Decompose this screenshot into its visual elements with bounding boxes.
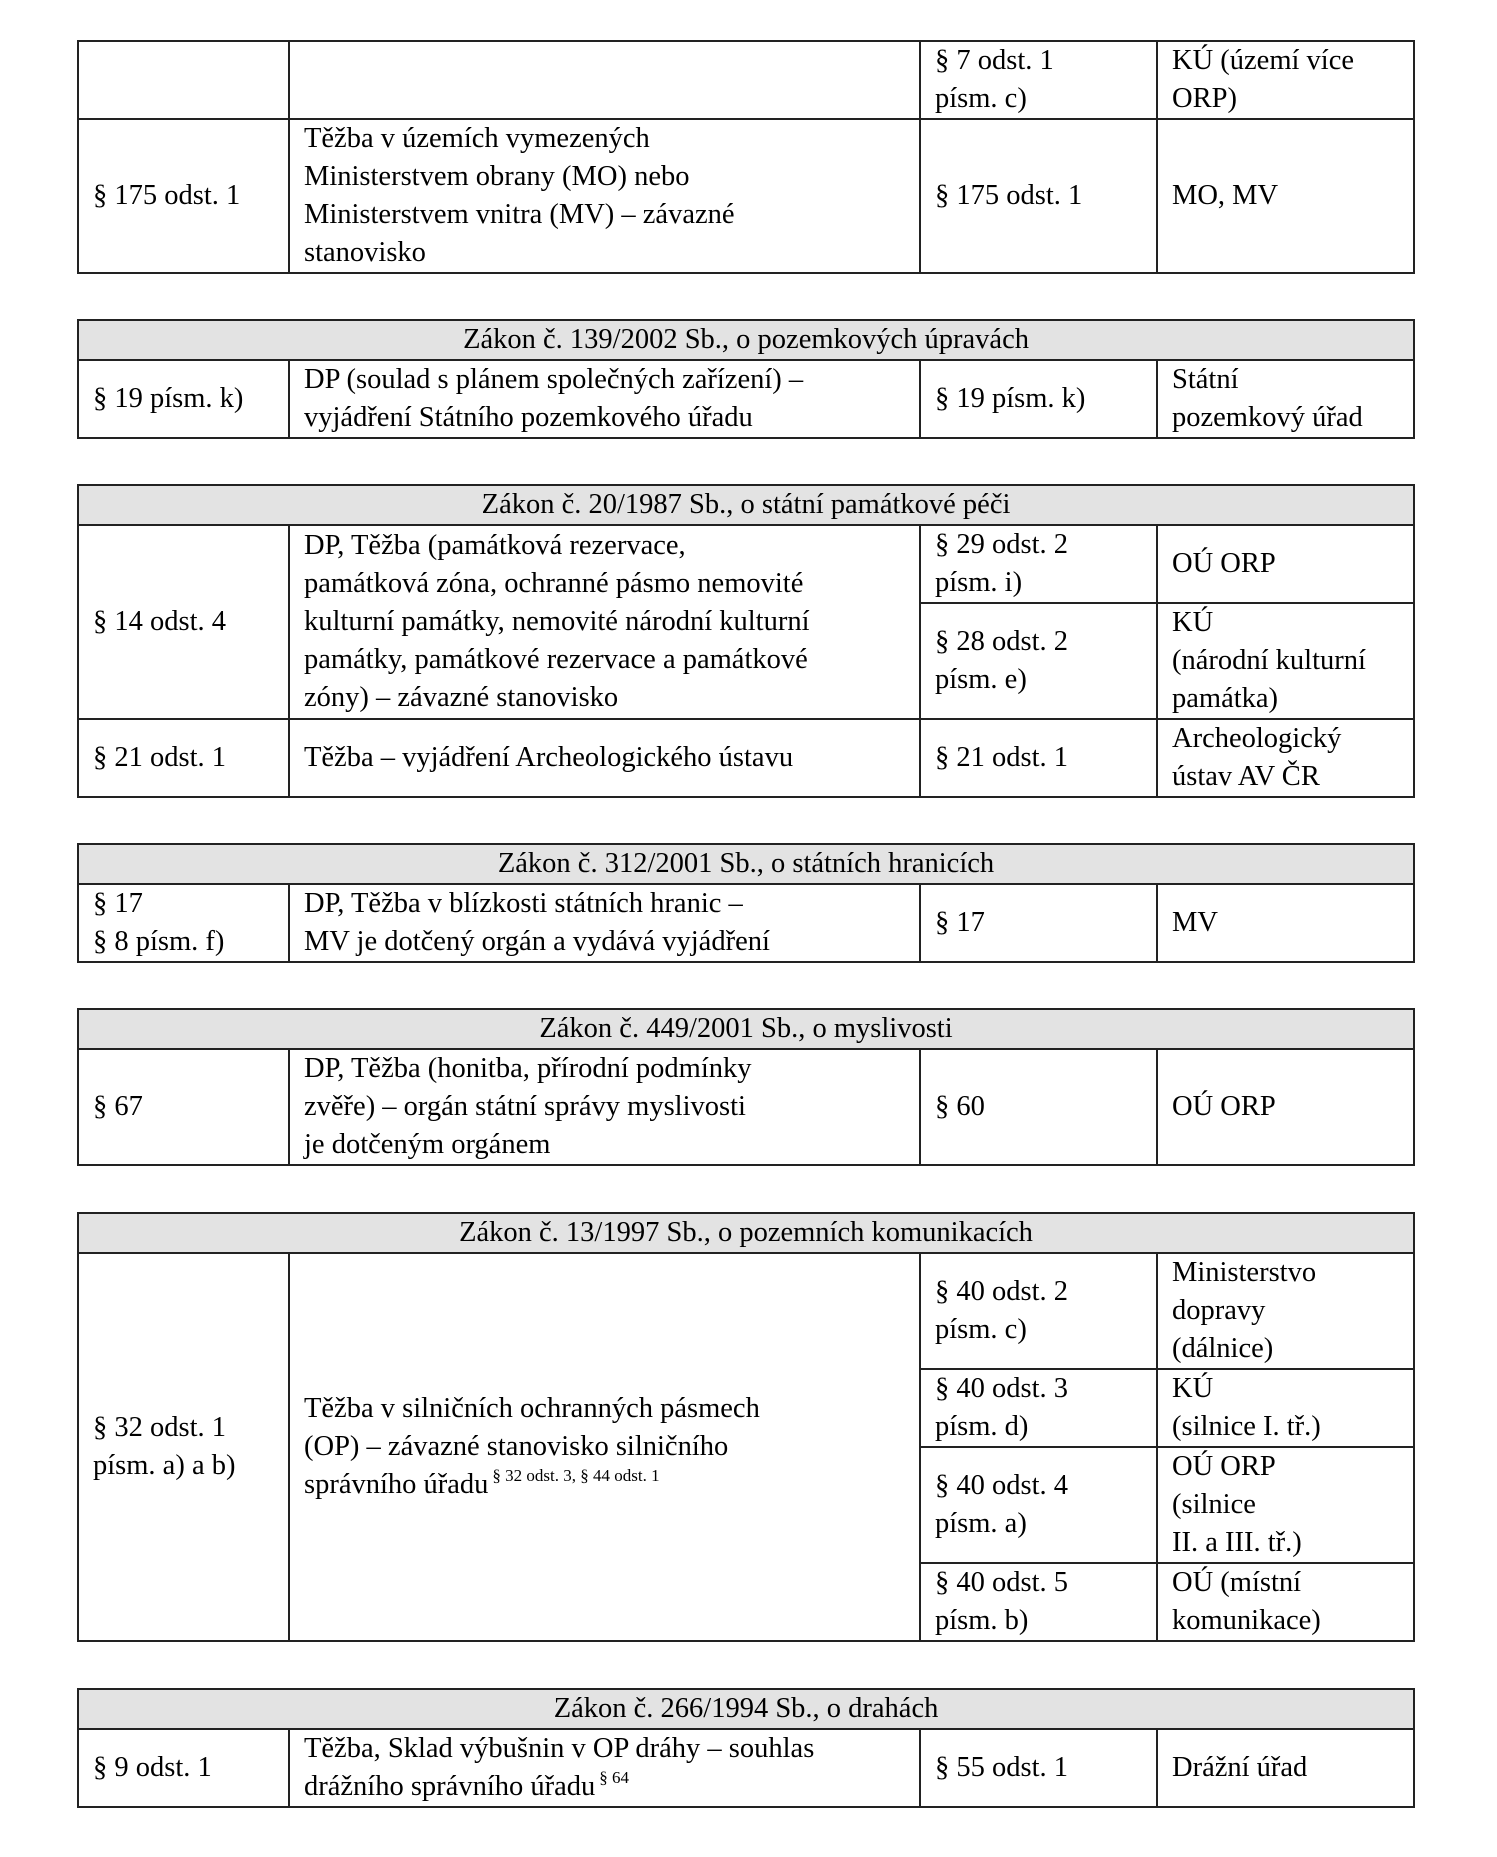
law-title: Zákon č. 266/1994 Sb., o drahách xyxy=(78,1689,1414,1729)
table-row xyxy=(78,525,1414,603)
authority-cell: Archeologický ústav AV ČR xyxy=(1157,719,1414,797)
authority-cell: OÚ ORP xyxy=(1157,1049,1414,1165)
footnote-reference: § 32 odst. 3, § 44 odst. 1 xyxy=(492,1466,660,1485)
table-law-139-2002 xyxy=(77,319,1415,439)
paragraph-cell: § 32 odst. 1 písm. a) a b) xyxy=(78,1253,289,1641)
provision-cell: § 29 odst. 2 písm. i) xyxy=(920,525,1157,603)
table-law-266-1994 xyxy=(77,1688,1415,1808)
provision-cell: § 17 xyxy=(920,884,1157,962)
table-row xyxy=(78,119,1414,273)
authority-cell: KÚ (území více ORP) xyxy=(1157,41,1414,119)
description-cell: DP (soulad s plánem společných zařízení) – vyjádření Státního pozemkového úřadu xyxy=(289,360,920,438)
paragraph-cell: § 9 odst. 1 xyxy=(78,1729,289,1807)
paragraph-cell xyxy=(78,41,289,119)
paragraph-cell: § 21 odst. 1 xyxy=(78,719,289,797)
description-cell: Těžba – vyjádření Archeologického ústavu xyxy=(289,719,920,797)
description-cell: Těžba v silničních ochranných pásmech (OP) – závazné stanovisko silničního správního úřadu $^{\S 32 odst. 3, \S 44 odst. 1}$ xyxy=(289,1253,920,1641)
provision-cell: § 7 odst. 1 písm. c) xyxy=(920,41,1157,119)
table-law-449-2001 xyxy=(77,1008,1415,1166)
provision-cell: § 40 odst. 3 písm. d) xyxy=(920,1369,1157,1447)
table-row xyxy=(78,1253,1414,1369)
provision-cell: § 21 odst. 1 xyxy=(920,719,1157,797)
description-cell: DP, Těžba (honitba, přírodní podmínky zvěře) – orgán státní správy myslivosti je dotčeným orgánem xyxy=(289,1049,920,1165)
law-title: Zákon č. 20/1987 Sb., o státní památkové péči xyxy=(78,485,1414,525)
table-row xyxy=(78,41,1414,119)
table-row xyxy=(78,719,1414,797)
provision-cell: § 19 písm. k) xyxy=(920,360,1157,438)
description-cell: DP, Těžba (památková rezervace, památková zóna, ochranné pásmo nemovité kulturní památky, nemovité národní kulturní památky, památkové rezervace a památkové zóny) – závazné stanovisko xyxy=(289,525,920,719)
table-continuation xyxy=(77,40,1415,274)
authority-cell: OÚ ORP xyxy=(1157,525,1414,603)
provision-cell: § 55 odst. 1 xyxy=(920,1729,1157,1807)
law-title: Zákon č. 139/2002 Sb., o pozemkových úpravách xyxy=(78,320,1414,360)
provision-cell: § 60 xyxy=(920,1049,1157,1165)
footnote-reference: § 64 xyxy=(599,1768,629,1787)
law-title: Zákon č. 13/1997 Sb., o pozemních komunikacích xyxy=(78,1213,1414,1253)
authority-cell: MO, MV xyxy=(1157,119,1414,273)
law-title: Zákon č. 449/2001 Sb., o myslivosti xyxy=(78,1009,1414,1049)
paragraph-cell: § 175 odst. 1 xyxy=(78,119,289,273)
table-row xyxy=(78,1729,1414,1807)
description-cell: DP, Těžba v blízkosti státních hranic – MV je dotčený orgán a vydává vyjádření xyxy=(289,884,920,962)
paragraph-cell: § 14 odst. 4 xyxy=(78,525,289,719)
authority-cell: OÚ ORP (silnice II. a III. tř.) xyxy=(1157,1447,1414,1563)
authority-cell: Drážní úřad xyxy=(1157,1729,1414,1807)
provision-cell: § 40 odst. 4 písm. a) xyxy=(920,1447,1157,1563)
authority-cell: OÚ (místní komunikace) xyxy=(1157,1563,1414,1641)
table-row xyxy=(78,360,1414,438)
paragraph-cell: § 67 xyxy=(78,1049,289,1165)
authority-cell: MV xyxy=(1157,884,1414,962)
provision-cell: § 175 odst. 1 xyxy=(920,119,1157,273)
law-title: Zákon č. 312/2001 Sb., o státních hranicích xyxy=(78,844,1414,884)
paragraph-cell: § 19 písm. k) xyxy=(78,360,289,438)
description-cell xyxy=(289,41,920,119)
table-law-13-1997 xyxy=(77,1212,1415,1642)
provision-cell: § 40 odst. 2 písm. c) xyxy=(920,1253,1157,1369)
authority-cell: Státní pozemkový úřad xyxy=(1157,360,1414,438)
table-row xyxy=(78,884,1414,962)
provision-cell: § 40 odst. 5 písm. b) xyxy=(920,1563,1157,1641)
paragraph-cell: § 17 § 8 písm. f) xyxy=(78,884,289,962)
authority-cell: Ministerstvo dopravy (dálnice) xyxy=(1157,1253,1414,1369)
description-cell: Těžba, Sklad výbušnin v OP dráhy – souhlas drážního správního úřadu $^{\S 64}$ xyxy=(289,1729,920,1807)
table-row xyxy=(78,1049,1414,1165)
table-law-20-1987 xyxy=(77,484,1415,798)
authority-cell: KÚ (národní kulturní památka) xyxy=(1157,603,1414,719)
table-law-312-2001 xyxy=(77,843,1415,963)
description-cell: Těžba v územích vymezených Ministerstvem obrany (MO) nebo Ministerstvem vnitra (MV) – závazné stanovisko xyxy=(289,119,920,273)
authority-cell: KÚ (silnice I. tř.) xyxy=(1157,1369,1414,1447)
provision-cell: § 28 odst. 2 písm. e) xyxy=(920,603,1157,719)
